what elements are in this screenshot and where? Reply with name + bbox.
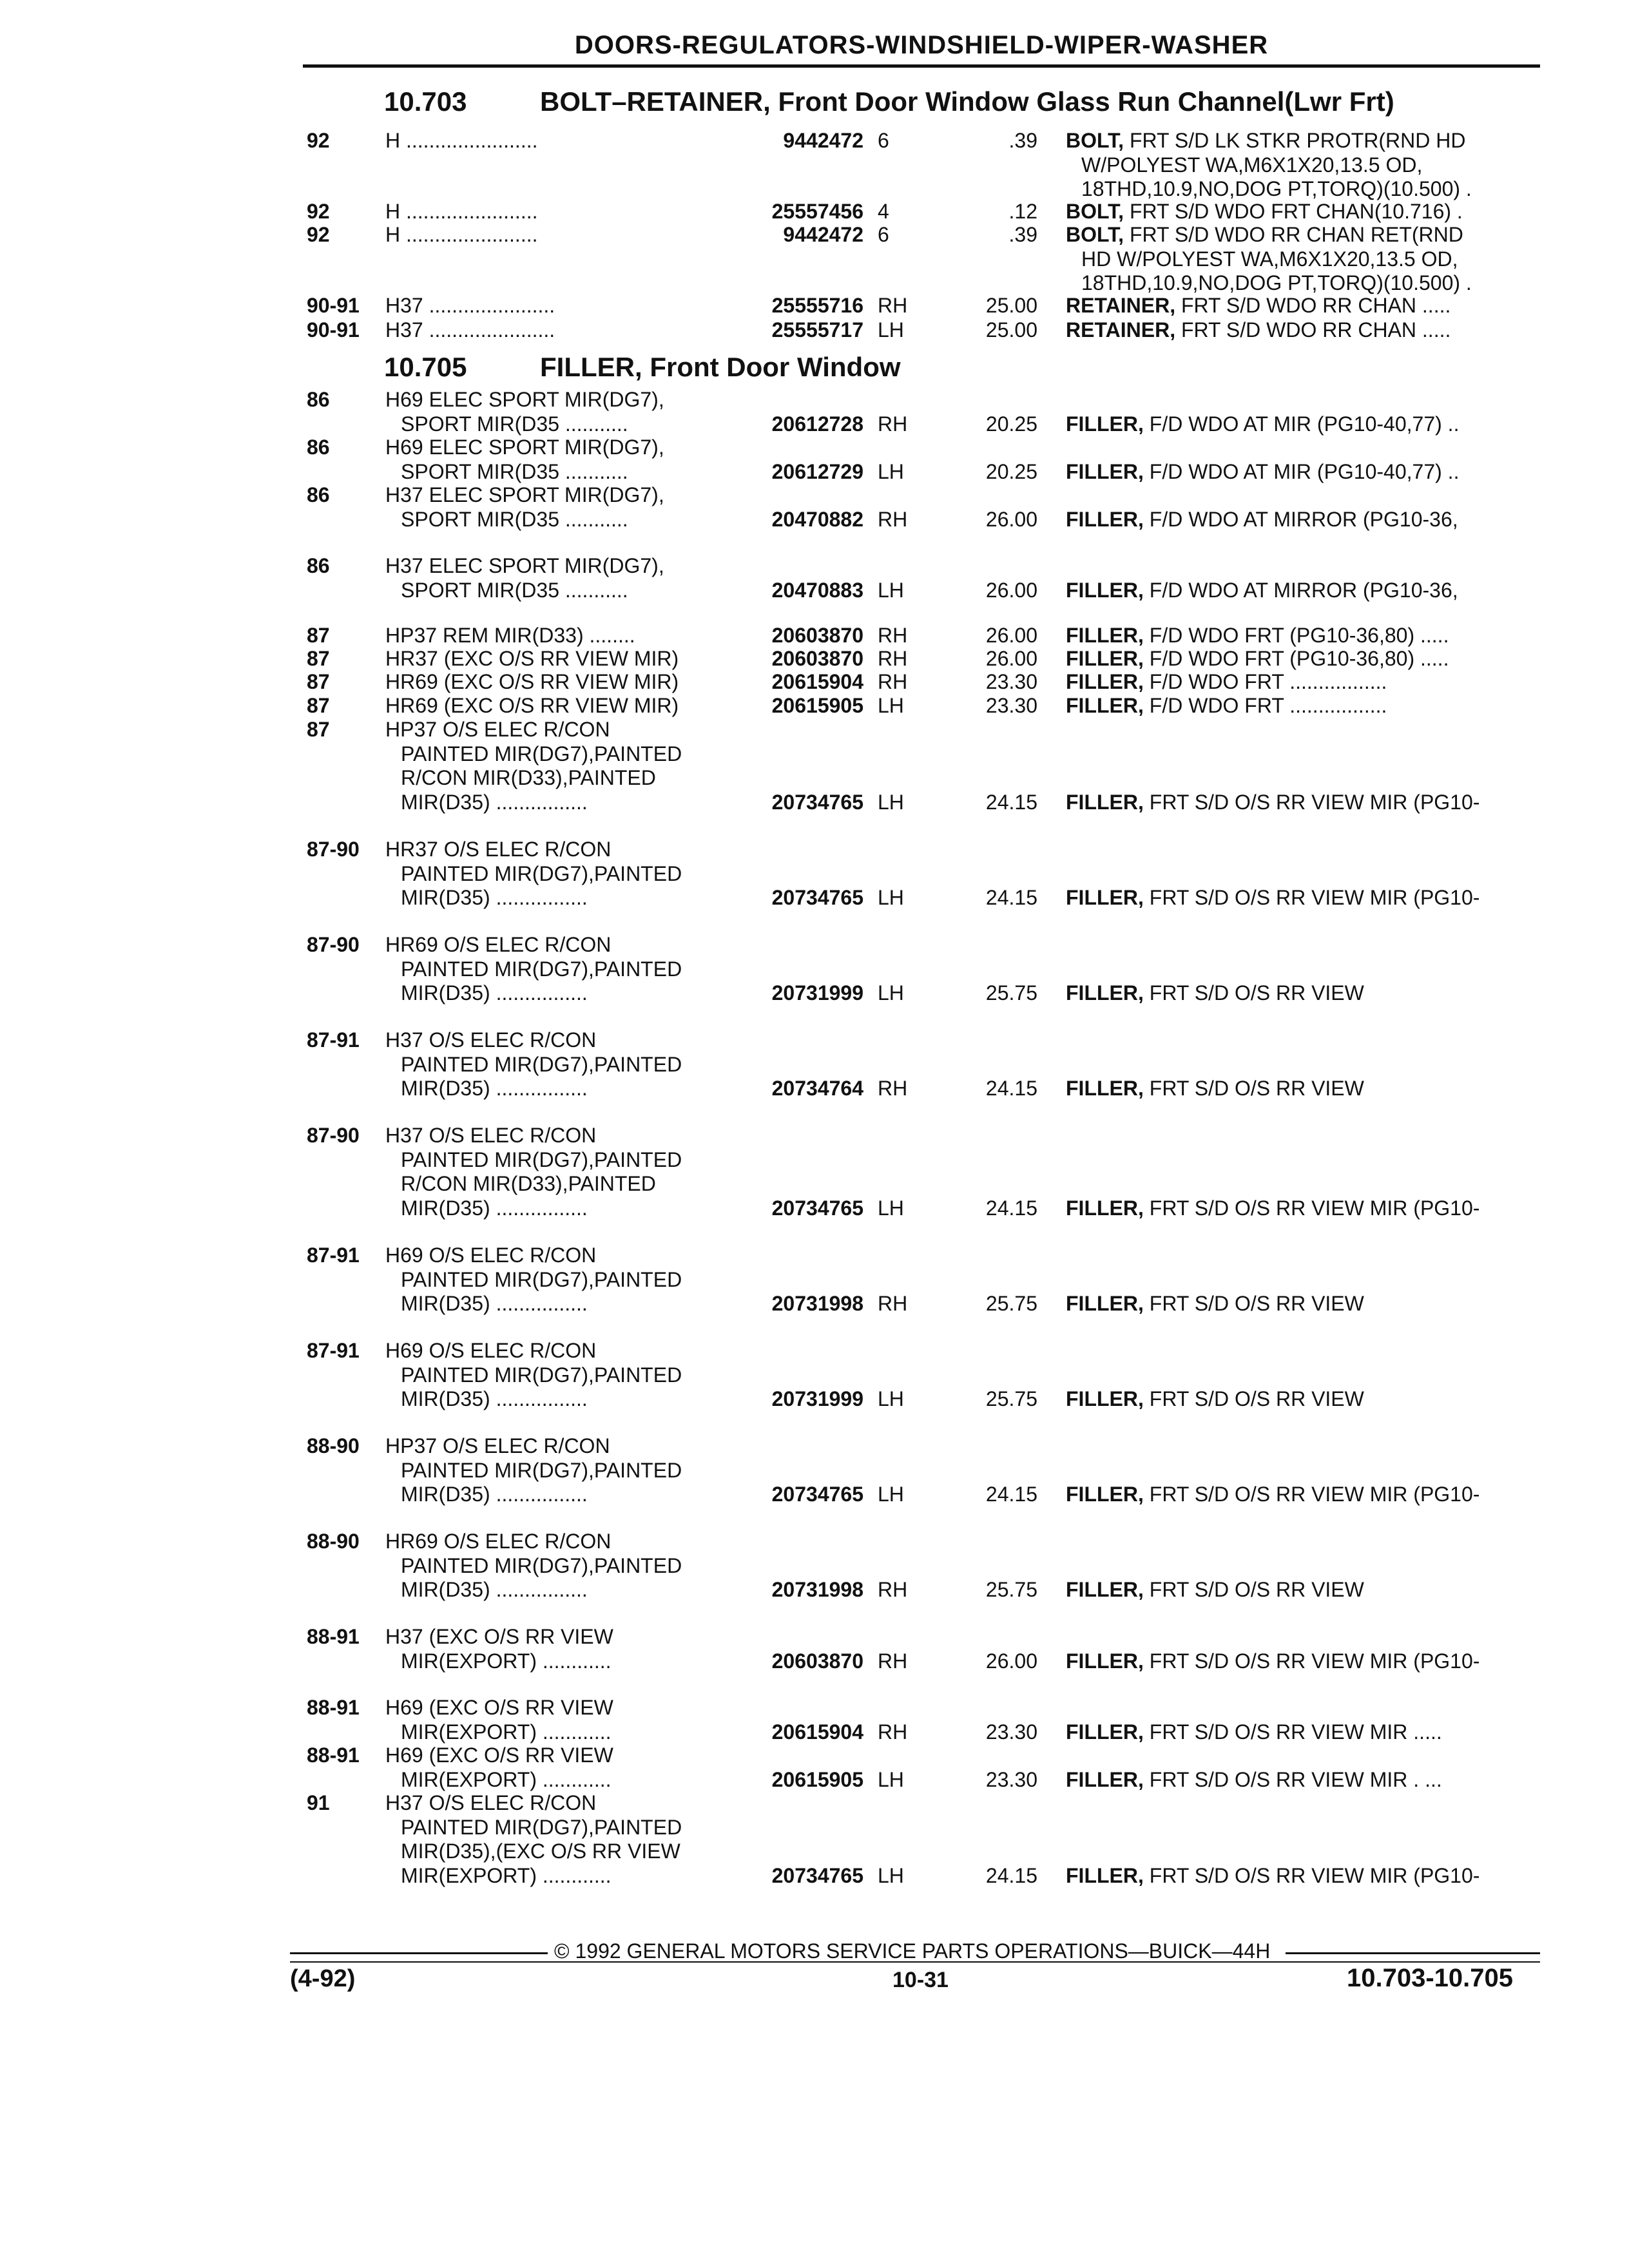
model-year: 87-90 — [307, 1124, 360, 1147]
part-name-keyword: FILLER, — [1066, 886, 1144, 909]
part-name-keyword: FILLER, — [1066, 507, 1144, 531]
part-name: RETAINER, FRT S/D WDO RR CHAN ..... — [1066, 318, 1451, 341]
part-name-keyword: FILLER, — [1066, 647, 1144, 670]
quantity-or-side: RH — [878, 1720, 908, 1744]
application-description: H69 O/S ELEC R/CON — [385, 1244, 597, 1267]
application-description: MIR(D35) ................ — [401, 1483, 588, 1506]
application-description: PAINTED MIR(DG7),PAINTED — [401, 861, 682, 885]
part-number: 20603870 — [771, 1649, 863, 1673]
row-line — [0, 1578, 1629, 1602]
part-number: 25555717 — [771, 318, 863, 341]
section-number: 10.705 — [384, 352, 467, 382]
application-description: R/CON MIR(D33),PAINTED — [401, 1172, 656, 1195]
quantity-or-side: LH — [878, 886, 904, 909]
date-code: (4-92) — [290, 1965, 356, 1992]
quantity-or-side: 4 — [878, 200, 889, 223]
row-line — [0, 1791, 1629, 1815]
part-name: FILLER, FRT S/D O/S RR VIEW MIR (PG10- — [1066, 1483, 1480, 1506]
application-description: HR37 (EXC O/S RR VIEW MIR) — [385, 647, 679, 670]
part-name-keyword: FILLER, — [1066, 790, 1144, 814]
row-line — [0, 1339, 1629, 1363]
application-description: H37 ELEC SPORT MIR(DG7), — [385, 554, 664, 577]
part-number: 20470882 — [771, 507, 863, 531]
part-name: BOLT, FRT S/D WDO RR CHAN RET(RND — [1066, 223, 1463, 246]
row-line — [0, 1292, 1629, 1316]
application-description: MIR(EXPORT) ............ — [401, 1767, 612, 1791]
model-year: 90-91 — [307, 294, 360, 317]
application-description: MIR(D35) ................ — [401, 790, 588, 814]
price: 24.15 — [985, 790, 1037, 814]
part-name-keyword: FILLER, — [1066, 1578, 1144, 1601]
application-description: MIR(D35) ................ — [401, 886, 588, 909]
model-year: 87 — [307, 718, 330, 741]
application-description: MIR(EXPORT) ............ — [401, 1720, 612, 1744]
part-number: 20734765 — [771, 1196, 863, 1220]
part-name: FILLER, F/D WDO AT MIR (PG10-40,77) .. — [1066, 459, 1460, 483]
row-line — [0, 1172, 1629, 1196]
part-name-keyword: RETAINER, — [1066, 318, 1176, 341]
model-year: 92 — [307, 223, 330, 246]
part-name: FILLER, F/D WDO FRT (PG10-36,80) ..... — [1066, 624, 1449, 647]
row-line — [0, 177, 1629, 201]
price: 23.30 — [985, 670, 1037, 693]
quantity-or-side: RH — [878, 624, 908, 647]
row-line — [0, 1768, 1629, 1792]
price: 25.00 — [985, 294, 1037, 317]
model-year: 88-91 — [307, 1625, 360, 1648]
application-description: HR69 (EXC O/S RR VIEW MIR) — [385, 670, 679, 693]
row-line — [0, 1077, 1629, 1100]
model-year: 92 — [307, 129, 330, 152]
part-name-keyword: RETAINER, — [1066, 294, 1176, 317]
price: 20.25 — [985, 459, 1037, 483]
quantity-or-side: 6 — [878, 223, 889, 246]
part-number: 20615905 — [771, 694, 863, 717]
row-line — [0, 223, 1629, 247]
quantity-or-side: RH — [878, 1077, 908, 1100]
part-number: 9442472 — [783, 223, 863, 246]
price: 25.75 — [985, 1578, 1037, 1601]
application-description: MIR(D35) ................ — [401, 1292, 588, 1315]
price: 25.75 — [985, 981, 1037, 1004]
application-description: PAINTED MIR(DG7),PAINTED — [401, 957, 682, 981]
part-name: FILLER, FRT S/D O/S RR VIEW MIR ..... — [1066, 1720, 1442, 1744]
application-description: HP37 O/S ELEC R/CON — [385, 1434, 610, 1457]
part-number: 20734765 — [771, 1483, 863, 1506]
application-description: PAINTED MIR(DG7),PAINTED — [401, 1458, 682, 1482]
application-description: H ....................... — [385, 200, 538, 223]
part-name: FILLER, FRT S/D O/S RR VIEW — [1066, 1578, 1364, 1601]
application-description: MIR(D35) ................ — [401, 1196, 588, 1220]
part-name: FILLER, FRT S/D O/S RR VIEW — [1066, 1292, 1364, 1315]
application-description: MIR(D35) ................ — [401, 1578, 588, 1601]
part-name: FILLER, FRT S/D O/S RR VIEW — [1066, 981, 1364, 1004]
price: 24.15 — [985, 1196, 1037, 1220]
model-year: 90-91 — [307, 318, 360, 341]
part-name-keyword: FILLER, — [1066, 1649, 1144, 1673]
part-name: HD W/POLYEST WA,M6X1X20,13.5 OD, — [1081, 247, 1458, 271]
part-name-keyword: FILLER, — [1066, 1292, 1144, 1315]
model-year: 86 — [307, 388, 330, 411]
application-description: H69 ELEC SPORT MIR(DG7), — [385, 388, 664, 411]
part-name: FILLER, F/D WDO FRT ................. — [1066, 670, 1387, 693]
row-line — [0, 981, 1629, 1005]
page-title: DOORS-REGULATORS-WINDSHIELD-WIPER-WASHER — [574, 31, 1269, 59]
part-number: 20731998 — [771, 1578, 863, 1601]
application-description: HP37 O/S ELEC R/CON — [385, 718, 610, 741]
part-name-keyword: FILLER, — [1066, 1720, 1144, 1744]
quantity-or-side: LH — [878, 790, 904, 814]
application-description: H37 ...................... — [385, 318, 555, 341]
price: .39 — [1008, 223, 1037, 246]
part-name-keyword: FILLER, — [1066, 1863, 1144, 1887]
row-line — [0, 1363, 1629, 1387]
row-line — [0, 670, 1629, 694]
row-line — [0, 1483, 1629, 1506]
price: 25.75 — [985, 1387, 1037, 1410]
row-line — [0, 200, 1629, 224]
row-line — [0, 1244, 1629, 1267]
model-year: 87 — [307, 670, 330, 693]
application-description: R/CON MIR(D33),PAINTED — [401, 766, 656, 789]
row-line — [0, 247, 1629, 271]
row-line — [0, 624, 1629, 648]
row-line — [0, 766, 1629, 790]
part-name: FILLER, FRT S/D O/S RR VIEW MIR (PG10- — [1066, 1863, 1480, 1887]
price: 25.00 — [985, 318, 1037, 341]
model-year: 87-91 — [307, 1028, 360, 1052]
part-number: 20734765 — [771, 790, 863, 814]
quantity-or-side: LH — [878, 1863, 904, 1887]
price: 23.30 — [985, 694, 1037, 717]
quantity-or-side: LH — [878, 1387, 904, 1410]
part-number: 20603870 — [771, 624, 863, 647]
application-description: PAINTED MIR(DG7),PAINTED — [401, 1267, 682, 1291]
model-year: 87-90 — [307, 838, 360, 861]
application-description: H37 (EXC O/S RR VIEW — [385, 1625, 613, 1648]
row-line — [0, 153, 1629, 177]
part-name: FILLER, F/D WDO FRT (PG10-36,80) ..... — [1066, 647, 1449, 670]
model-year: 88-91 — [307, 1744, 360, 1767]
quantity-or-side: RH — [878, 1292, 908, 1315]
part-number: 20734765 — [771, 1863, 863, 1887]
row-line — [0, 1816, 1629, 1840]
part-name-keyword: FILLER, — [1066, 670, 1144, 693]
part-number: 20731999 — [771, 981, 863, 1004]
application-description: H37 ELEC SPORT MIR(DG7), — [385, 483, 664, 506]
row-line — [0, 862, 1629, 886]
application-description: H69 (EXC O/S RR VIEW — [385, 1696, 613, 1719]
application-description: H37 O/S ELEC R/CON — [385, 1028, 597, 1052]
row-line — [0, 1864, 1629, 1888]
part-number: 20734764 — [771, 1077, 863, 1100]
part-name-keyword: FILLER, — [1066, 1387, 1144, 1410]
part-name-keyword: BOLT, — [1066, 223, 1124, 246]
row-line — [0, 1148, 1629, 1172]
application-description: PAINTED MIR(DG7),PAINTED — [401, 1148, 682, 1171]
part-name: FILLER, FRT S/D O/S RR VIEW — [1066, 1387, 1364, 1410]
quantity-or-side: LH — [878, 578, 904, 602]
part-number: 20615904 — [771, 1720, 863, 1744]
price: 24.15 — [985, 1483, 1037, 1506]
application-description: MIR(D35) ................ — [401, 981, 588, 1004]
quantity-or-side: LH — [878, 981, 904, 1004]
application-description: SPORT MIR(D35 ........... — [401, 507, 628, 531]
part-name: 18THD,10.9,NO,DOG PT,TORQ)(10.500) . — [1081, 271, 1472, 294]
row-line — [0, 554, 1629, 578]
quantity-or-side: RH — [878, 647, 908, 670]
row-line — [0, 412, 1629, 436]
row-line — [0, 1196, 1629, 1220]
part-name: FILLER, FRT S/D O/S RR VIEW MIR (PG10- — [1066, 1649, 1480, 1673]
part-number: 20612728 — [771, 412, 863, 436]
application-description: H69 (EXC O/S RR VIEW — [385, 1744, 613, 1767]
row-line — [0, 886, 1629, 910]
row-line — [0, 318, 1629, 342]
price: 24.15 — [985, 886, 1037, 909]
copyright-notice: © 1992 GENERAL MOTORS SERVICE PARTS OPERATIONS—BUICK—44H — [554, 1939, 1271, 1963]
part-name-keyword: BOLT, — [1066, 200, 1124, 223]
row-line — [0, 294, 1629, 318]
price: 26.00 — [985, 624, 1037, 647]
price: 26.00 — [985, 507, 1037, 531]
row-line — [0, 388, 1629, 412]
quantity-or-side: 6 — [878, 129, 889, 152]
section-number: 10.703 — [384, 86, 467, 117]
part-number: 20734765 — [771, 886, 863, 909]
row-line — [0, 1387, 1629, 1411]
section-title: BOLT–RETAINER, Front Door Window Glass Run Channel(Lwr Frt) — [540, 86, 1394, 117]
price: 24.15 — [985, 1863, 1037, 1887]
part-name: FILLER, F/D WDO AT MIRROR (PG10-36, — [1066, 507, 1458, 531]
quantity-or-side: LH — [878, 1767, 904, 1791]
part-name-keyword: FILLER, — [1066, 624, 1144, 647]
row-line — [0, 694, 1629, 718]
row-line — [0, 483, 1629, 507]
model-year: 91 — [307, 1791, 330, 1814]
part-name: FILLER, FRT S/D O/S RR VIEW MIR (PG10- — [1066, 1196, 1480, 1220]
application-description: H69 ELEC SPORT MIR(DG7), — [385, 436, 664, 459]
application-description: MIR(D35) ................ — [401, 1077, 588, 1100]
row-line — [0, 1840, 1629, 1863]
row-line — [0, 1028, 1629, 1052]
row-line — [0, 508, 1629, 532]
row-line — [0, 791, 1629, 814]
part-number: 25557456 — [771, 200, 863, 223]
quantity-or-side: LH — [878, 318, 904, 341]
price: 25.75 — [985, 1292, 1037, 1315]
row-line — [0, 647, 1629, 671]
model-year: 88-90 — [307, 1530, 360, 1553]
part-name-keyword: FILLER, — [1066, 1483, 1144, 1506]
part-name-keyword: FILLER, — [1066, 1767, 1144, 1791]
row-line — [0, 1530, 1629, 1553]
row-line — [0, 460, 1629, 484]
model-year: 87 — [307, 694, 330, 717]
part-name: BOLT, FRT S/D LK STKR PROTR(RND HD — [1066, 129, 1466, 152]
price: 23.30 — [985, 1767, 1037, 1791]
application-description: H ....................... — [385, 223, 538, 246]
application-description: SPORT MIR(D35 ........... — [401, 412, 628, 436]
quantity-or-side: RH — [878, 670, 908, 693]
row-line — [0, 957, 1629, 981]
row-line — [0, 933, 1629, 957]
application-description: HR69 O/S ELEC R/CON — [385, 1530, 612, 1553]
application-description: PAINTED MIR(DG7),PAINTED — [401, 1363, 682, 1387]
part-name-keyword: FILLER, — [1066, 412, 1144, 436]
quantity-or-side: RH — [878, 1649, 908, 1673]
application-description: SPORT MIR(D35 ........... — [401, 578, 628, 602]
row-line — [0, 129, 1629, 153]
row-line — [0, 1053, 1629, 1077]
application-description: PAINTED MIR(DG7),PAINTED — [401, 1553, 682, 1577]
part-name: FILLER, F/D WDO AT MIRROR (PG10-36, — [1066, 578, 1458, 602]
part-name: W/POLYEST WA,M6X1X20,13.5 OD, — [1081, 153, 1423, 177]
model-year: 87-91 — [307, 1244, 360, 1267]
application-description: MIR(EXPORT) ............ — [401, 1863, 612, 1887]
section-title: FILLER, Front Door Window — [540, 352, 901, 382]
application-description: HR69 O/S ELEC R/CON — [385, 933, 612, 956]
row-line — [0, 838, 1629, 861]
part-name-keyword: FILLER, — [1066, 981, 1144, 1004]
quantity-or-side: RH — [878, 412, 908, 436]
model-year: 87-90 — [307, 933, 360, 956]
application-description: HR37 O/S ELEC R/CON — [385, 838, 612, 861]
part-number: 20603870 — [771, 647, 863, 670]
row-line — [0, 1649, 1629, 1673]
row-line — [0, 742, 1629, 766]
part-number: 20612729 — [771, 459, 863, 483]
application-description: H37 O/S ELEC R/CON — [385, 1791, 597, 1814]
row-line — [0, 436, 1629, 459]
row-line — [0, 718, 1629, 742]
section-range: 10.703-10.705 — [1347, 1964, 1514, 1992]
part-number: 20615904 — [771, 670, 863, 693]
part-name-keyword: FILLER, — [1066, 578, 1144, 602]
row-line — [0, 1268, 1629, 1292]
part-name: FILLER, FRT S/D O/S RR VIEW — [1066, 1077, 1364, 1100]
application-description: HR69 (EXC O/S RR VIEW MIR) — [385, 694, 679, 717]
part-name: FILLER, FRT S/D O/S RR VIEW MIR (PG10- — [1066, 886, 1480, 909]
part-name-keyword: FILLER, — [1066, 459, 1144, 483]
row-line — [0, 1696, 1629, 1720]
application-description: PAINTED MIR(DG7),PAINTED — [401, 1815, 682, 1839]
price: 24.15 — [985, 1077, 1037, 1100]
part-name-keyword: FILLER, — [1066, 1077, 1144, 1100]
price: 20.25 — [985, 412, 1037, 436]
model-year: 86 — [307, 436, 330, 459]
model-year: 88-91 — [307, 1696, 360, 1719]
price: 26.00 — [985, 578, 1037, 602]
application-description: H37 O/S ELEC R/CON — [385, 1124, 597, 1147]
quantity-or-side: RH — [878, 507, 908, 531]
model-year: 87-91 — [307, 1339, 360, 1362]
part-name: FILLER, F/D WDO AT MIR (PG10-40,77) .. — [1066, 412, 1460, 436]
application-description: MIR(EXPORT) ............ — [401, 1649, 612, 1673]
row-line — [0, 1625, 1629, 1649]
application-description: H69 O/S ELEC R/CON — [385, 1339, 597, 1362]
part-number: 20731999 — [771, 1387, 863, 1410]
part-number: 25555716 — [771, 294, 863, 317]
part-name-keyword: BOLT, — [1066, 129, 1124, 152]
part-number: 20615905 — [771, 1767, 863, 1791]
application-description: SPORT MIR(D35 ........... — [401, 459, 628, 483]
footer-rule-right — [1286, 1952, 1540, 1954]
row-line — [0, 1720, 1629, 1744]
model-year: 87 — [307, 647, 330, 670]
part-name-keyword: FILLER, — [1066, 694, 1144, 717]
price: 23.30 — [985, 1720, 1037, 1744]
application-description: MIR(D35) ................ — [401, 1387, 588, 1410]
row-line — [0, 1554, 1629, 1578]
application-description: PAINTED MIR(DG7),PAINTED — [401, 742, 682, 765]
model-year: 88-90 — [307, 1434, 360, 1457]
model-year: 92 — [307, 200, 330, 223]
part-name: RETAINER, FRT S/D WDO RR CHAN ..... — [1066, 294, 1451, 317]
footer-rule-left — [290, 1952, 548, 1954]
header-divider — [303, 64, 1540, 68]
price: 26.00 — [985, 647, 1037, 670]
row-line — [0, 1744, 1629, 1767]
application-description: H37 ...................... — [385, 294, 555, 317]
part-name: FILLER, F/D WDO FRT ................. — [1066, 694, 1387, 717]
application-description: H ....................... — [385, 129, 538, 152]
price: .39 — [1008, 129, 1037, 152]
model-year: 87 — [307, 624, 330, 647]
application-description: HP37 REM MIR(D33) ........ — [385, 624, 635, 647]
quantity-or-side: RH — [878, 1578, 908, 1601]
part-name: FILLER, FRT S/D O/S RR VIEW MIR . ... — [1066, 1767, 1442, 1791]
model-year: 86 — [307, 554, 330, 577]
part-name: FILLER, FRT S/D O/S RR VIEW MIR (PG10- — [1066, 790, 1480, 814]
part-name-keyword: FILLER, — [1066, 1196, 1144, 1220]
row-line — [0, 579, 1629, 602]
row-line — [0, 1459, 1629, 1483]
model-year: 86 — [307, 483, 330, 506]
page-number: 10-31 — [892, 1968, 949, 1992]
part-number: 20731998 — [771, 1292, 863, 1315]
application-description: MIR(D35),(EXC O/S RR VIEW — [401, 1840, 680, 1863]
part-name: 18THD,10.9,NO,DOG PT,TORQ)(10.500) . — [1081, 177, 1472, 200]
row-line — [0, 1434, 1629, 1458]
quantity-or-side: LH — [878, 1196, 904, 1220]
row-line — [0, 1124, 1629, 1148]
price: 26.00 — [985, 1649, 1037, 1673]
row-line — [0, 271, 1629, 295]
quantity-or-side: LH — [878, 1483, 904, 1506]
price: .12 — [1008, 200, 1037, 223]
part-number: 20470883 — [771, 578, 863, 602]
quantity-or-side: LH — [878, 694, 904, 717]
part-name: BOLT, FRT S/D WDO FRT CHAN(10.716) . — [1066, 200, 1463, 223]
quantity-or-side: RH — [878, 294, 908, 317]
part-number: 9442472 — [783, 129, 863, 152]
application-description: PAINTED MIR(DG7),PAINTED — [401, 1052, 682, 1076]
quantity-or-side: LH — [878, 459, 904, 483]
